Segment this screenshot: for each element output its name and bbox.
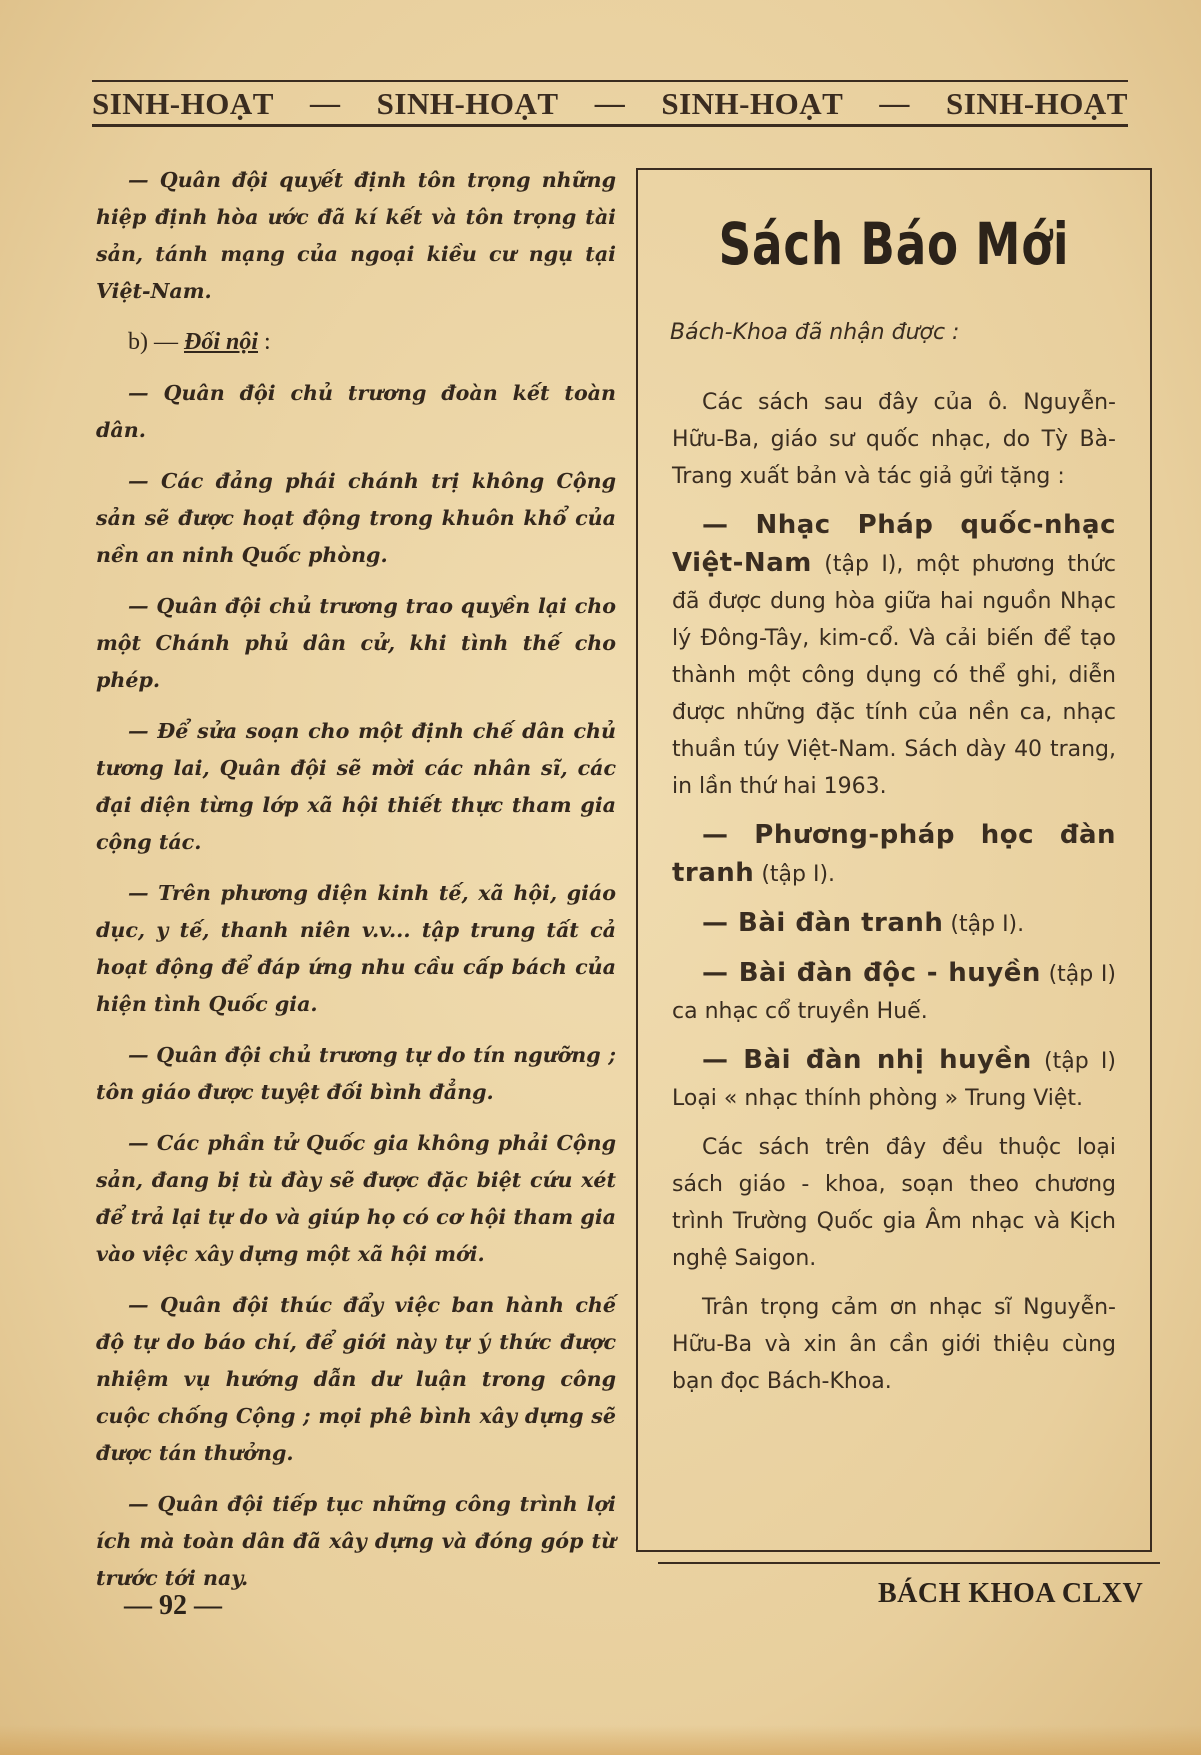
header-label-2: SINH-HOẠT bbox=[376, 86, 559, 121]
book-description: (tập I) Loại « nhạc thính phòng » Trung Việt. bbox=[672, 1049, 1116, 1111]
paragraph: — Quân đội quyết định tôn trọng những hiệp định hòa ước đã kí kết và tôn trọng tài sản, tánh mạng của ngoại kiều cư ngụ tại Việt-Nam. bbox=[96, 168, 616, 303]
paragraph: — Quân đội chủ trương tự do tín ngưỡng ; tôn giáo được tuyệt đối bình đẳng. bbox=[96, 1043, 616, 1104]
header-labels bbox=[92, 86, 1128, 122]
book-item bbox=[672, 955, 1116, 1030]
header-label-4: SINH-HOẠT bbox=[946, 86, 1128, 121]
subheading-suffix: : bbox=[264, 329, 271, 355]
header-rule-top bbox=[92, 80, 1128, 82]
book-description: (tập I). bbox=[950, 912, 1025, 937]
book-description: (tập I) ca nhạc cổ truyền Huế. bbox=[672, 962, 1116, 1024]
box-intro: Các sách sau đây của ô. Nguyễn-Hữu-Ba, giáo sư quốc nhạc, do Tỳ Bà-Trang xuất bản và tác giả gửi tặng : bbox=[672, 390, 1116, 489]
header-separator: — bbox=[594, 87, 626, 120]
book-title: — Nhạc Pháp quốc-nhạc Việt-Nam bbox=[672, 510, 1116, 578]
subheading-text: Đối nội bbox=[184, 329, 259, 355]
paragraph: — Quân đội tiếp tục những công trình lợi ích mà toàn dân đã xây dựng và đóng góp từ trước tới nay. bbox=[96, 1492, 616, 1590]
publication-name: BÁCH KHOA CLXV bbox=[878, 1578, 1144, 1609]
paragraph: — Trên phương diện kinh tế, xã hội, giáo dục, y tế, thanh niên v.v... tập trung tất cả hoạt động để đáp ứng nhu cầu cấp bách của hiện tình Quốc gia. bbox=[96, 881, 616, 1016]
book-title: — Bài đàn nhị huyền bbox=[702, 1045, 1032, 1075]
paragraph: — Quân đội chủ trương trao quyền lại cho một Chánh phủ dân cử, khi tình thế cho phép. bbox=[96, 594, 616, 692]
paragraph: — Quân đội thúc đẩy việc ban hành chế độ tự do báo chí, để giới này tự ý thức được nhiệm vụ hướng dẫn dư luận trong công cuộc chống Cộng ; mọi phê bình xây dựng sẽ được tán thưởng. bbox=[96, 1293, 616, 1465]
paragraph: — Các phần tử Quốc gia không phải Cộng sản, đang bị tù đày sẽ được đặc biệt cứu xét để trả lại tự do và giúp họ có cơ hội tham gia vào việc xây dựng một xã hội mới. bbox=[96, 1131, 616, 1266]
book-item bbox=[672, 905, 1116, 943]
book-title: — Bài đàn độc - huyền bbox=[702, 958, 1041, 988]
subheading-prefix: b) — bbox=[128, 329, 178, 355]
new-books-box bbox=[636, 168, 1152, 1552]
paragraph: — Quân đội chủ trương đoàn kết toàn dân. bbox=[96, 381, 616, 442]
box-subtitle: Bách-Khoa đã nhận được : bbox=[670, 320, 960, 345]
book-description: (tập I). bbox=[761, 862, 836, 887]
paragraph: — Các đảng phái chánh trị không Cộng sản sẽ được hoạt động trong khuôn khổ của nền an ninh Quốc phòng. bbox=[96, 469, 616, 567]
header-separator: — bbox=[310, 87, 341, 120]
book-title: — Bài đàn tranh bbox=[702, 908, 944, 938]
box-thanks: Trân trọng cảm ơn nhạc sĩ Nguyễn-Hữu-Ba và xin ân cần giới thiệu cùng bạn đọc Bách-Khoa. bbox=[672, 1295, 1116, 1394]
subheading bbox=[96, 324, 616, 361]
box-title: Sách Báo Mới bbox=[718, 210, 1070, 278]
running-header bbox=[92, 76, 1128, 138]
left-column bbox=[96, 162, 616, 1611]
book-description: (tập I), một phương thức đã được dung hòa giữa hai nguồn Nhạc lý Đông-Tây, kim-cổ. Và cải biến để tạo thành một công dụng có thể ghi, diễn được những đặc tính của nền ca, nhạc thuần túy Việt-Nam. Sách dày 40 trang, in lần thứ hai 1963. bbox=[672, 552, 1116, 799]
book-item bbox=[672, 1042, 1116, 1117]
book-item bbox=[672, 507, 1116, 805]
box-paragraph: Các sách trên đây đều thuộc loại sách giáo - khoa, soạn theo chương trình Trường Quốc gia Âm nhạc và Kịch nghệ Saigon. bbox=[672, 1135, 1116, 1271]
page-number: — 92 — bbox=[124, 1590, 222, 1621]
box-body bbox=[672, 384, 1116, 1412]
header-label-1: SINH-HOẠT bbox=[92, 86, 274, 121]
book-title: — Phương-pháp học đàn tranh bbox=[672, 820, 1116, 888]
header-label-3: SINH-HOẠT bbox=[661, 86, 844, 121]
book-item bbox=[672, 817, 1116, 893]
header-rule-bottom bbox=[92, 124, 1128, 127]
box-bottom-rule bbox=[658, 1562, 1160, 1564]
page-edge-shade bbox=[0, 1725, 1201, 1755]
paragraph: — Để sửa soạn cho một định chế dân chủ tương lai, Quân đội sẽ mời các nhân sĩ, các đại diện từng lớp xã hội thiết thực tham gia cộng tác. bbox=[96, 719, 616, 854]
header-separator: — bbox=[879, 87, 910, 120]
